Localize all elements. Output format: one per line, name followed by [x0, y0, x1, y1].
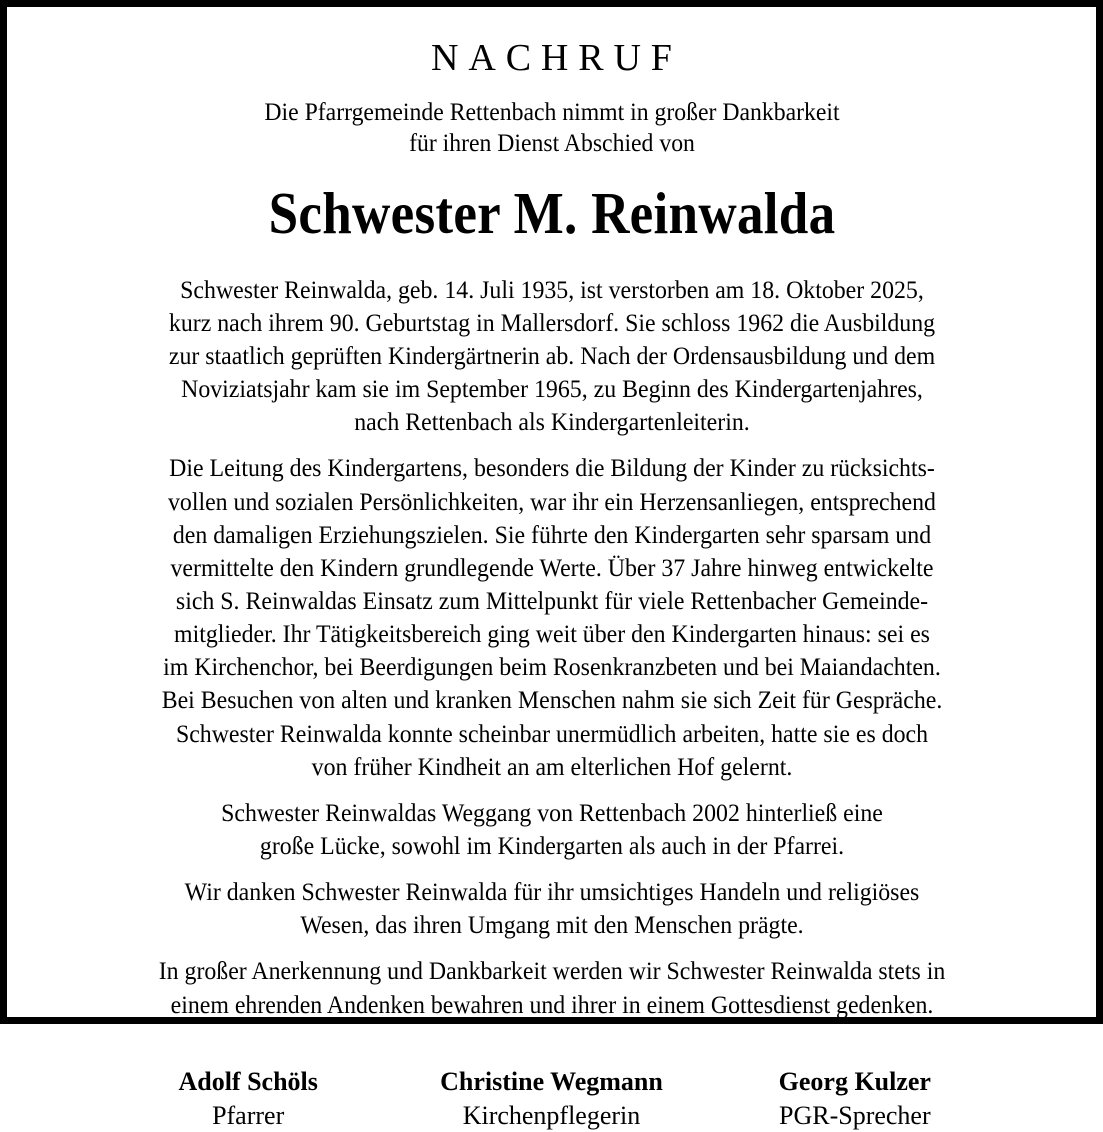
signature-entry	[400, 1067, 703, 1132]
body-line: zur staatlich geprüften Kindergärtnerin ab. Nach der Ordensausbildung und dem	[168, 341, 935, 371]
body-line: vermittelte den Kindern grundlegende Werte. Über 37 Jahre hinweg entwickelte	[170, 552, 933, 582]
signature-block	[97, 1067, 1007, 1132]
body-line: im Kirchenchor, bei Beerdigungen beim Rosenkranzbeten und bei Maiandachten.	[162, 652, 941, 682]
signatory-role: Kirchenpflegerin	[462, 1101, 641, 1131]
body-line: nach Rettenbach als Kindergartenleiterin.	[353, 407, 750, 437]
body-line: Bei Besuchen von alten und kranken Menschen nahm sie sich Zeit für Gespräche.	[161, 685, 942, 715]
body-line: den damaligen Erziehungszielen. Sie führte den Kindergarten sehr sparsam und	[172, 519, 931, 549]
body-line: kurz nach ihrem 90. Geburtstag in Mallersdorf. Sie schloss 1962 die Ausbildung	[168, 307, 935, 337]
body-paragraph	[65, 875, 1037, 941]
body-line: einem ehrenden Andenken bewahren und ihrer in einem Gottesdienst gedenken.	[170, 989, 933, 1019]
body-line: sich S. Reinwaldas Einsatz zum Mittelpunkt für viele Rettenbacher Gemeinde-	[175, 586, 928, 616]
intro-line: Die Pfarrgemeinde Rettenbach nimmt in großer Dankbarkeit	[263, 97, 840, 126]
body-line: vollen und sozialen Persönlichkeiten, war ihr ein Herzensanliegen, entsprechend	[167, 486, 936, 516]
signature-entry	[703, 1067, 1006, 1132]
body-line: Noviziatsjahr kam sie im September 1965, zu Beginn des Kindergartenjahres,	[180, 374, 923, 404]
body-paragraph	[65, 451, 1037, 782]
obituary-body	[32, 273, 1072, 1021]
body-line: Wir danken Schwester Reinwalda für ihr umsichtiges Handeln und religiöses	[184, 877, 919, 907]
body-line: von früher Kindheit an am elterlichen Hof gelernt.	[311, 751, 792, 781]
deceased-person-name: Schwester M. Reinwalda	[268, 180, 835, 247]
signatory-name: Christine Wegmann	[440, 1066, 663, 1096]
body-paragraph	[65, 954, 1037, 1020]
intro-line: für ihren Dienst Abschied von	[408, 128, 695, 158]
nachruf-title: NACHRUF	[431, 37, 682, 79]
body-line: große Lücke, sowohl im Kindergarten als auch in der Pfarrei.	[259, 831, 844, 860]
body-line: Schwester Reinwalda, geb. 14. Juli 1935, ist verstorben am 18. Oktober 2025,	[179, 274, 924, 304]
body-paragraph	[65, 796, 1037, 862]
signatory-name: Georg Kulzer	[778, 1066, 931, 1096]
intro-text	[68, 96, 1035, 158]
body-line: mitglieder. Ihr Tätigkeitsbereich ging weit über den Kindergarten hinaus: sei es	[173, 619, 930, 649]
body-paragraph	[65, 273, 1037, 439]
signature-entry	[97, 1067, 400, 1132]
body-line: Die Leitung des Kindergartens, besonders die Bildung der Kinder zu rücksichts-	[168, 453, 935, 483]
body-line: Wesen, das ihren Umgang mit den Menschen prägte.	[299, 910, 804, 940]
signatory-role: Pfarrer	[212, 1101, 285, 1131]
obituary-sheet	[32, 7, 1072, 1132]
signatory-role: PGR-Sprecher	[779, 1101, 931, 1131]
body-line: In großer Anerkennung und Dankbarkeit werden wir Schwester Reinwalda stets in	[158, 956, 945, 986]
signatory-name: Adolf Schöls	[178, 1066, 318, 1096]
body-line: Schwester Reinwalda konnte scheinbar unermüdlich arbeiten, hatte sie es doch	[175, 718, 928, 748]
body-line: Schwester Reinwaldas Weggang von Rettenbach 2002 hinterließ eine	[220, 797, 883, 827]
